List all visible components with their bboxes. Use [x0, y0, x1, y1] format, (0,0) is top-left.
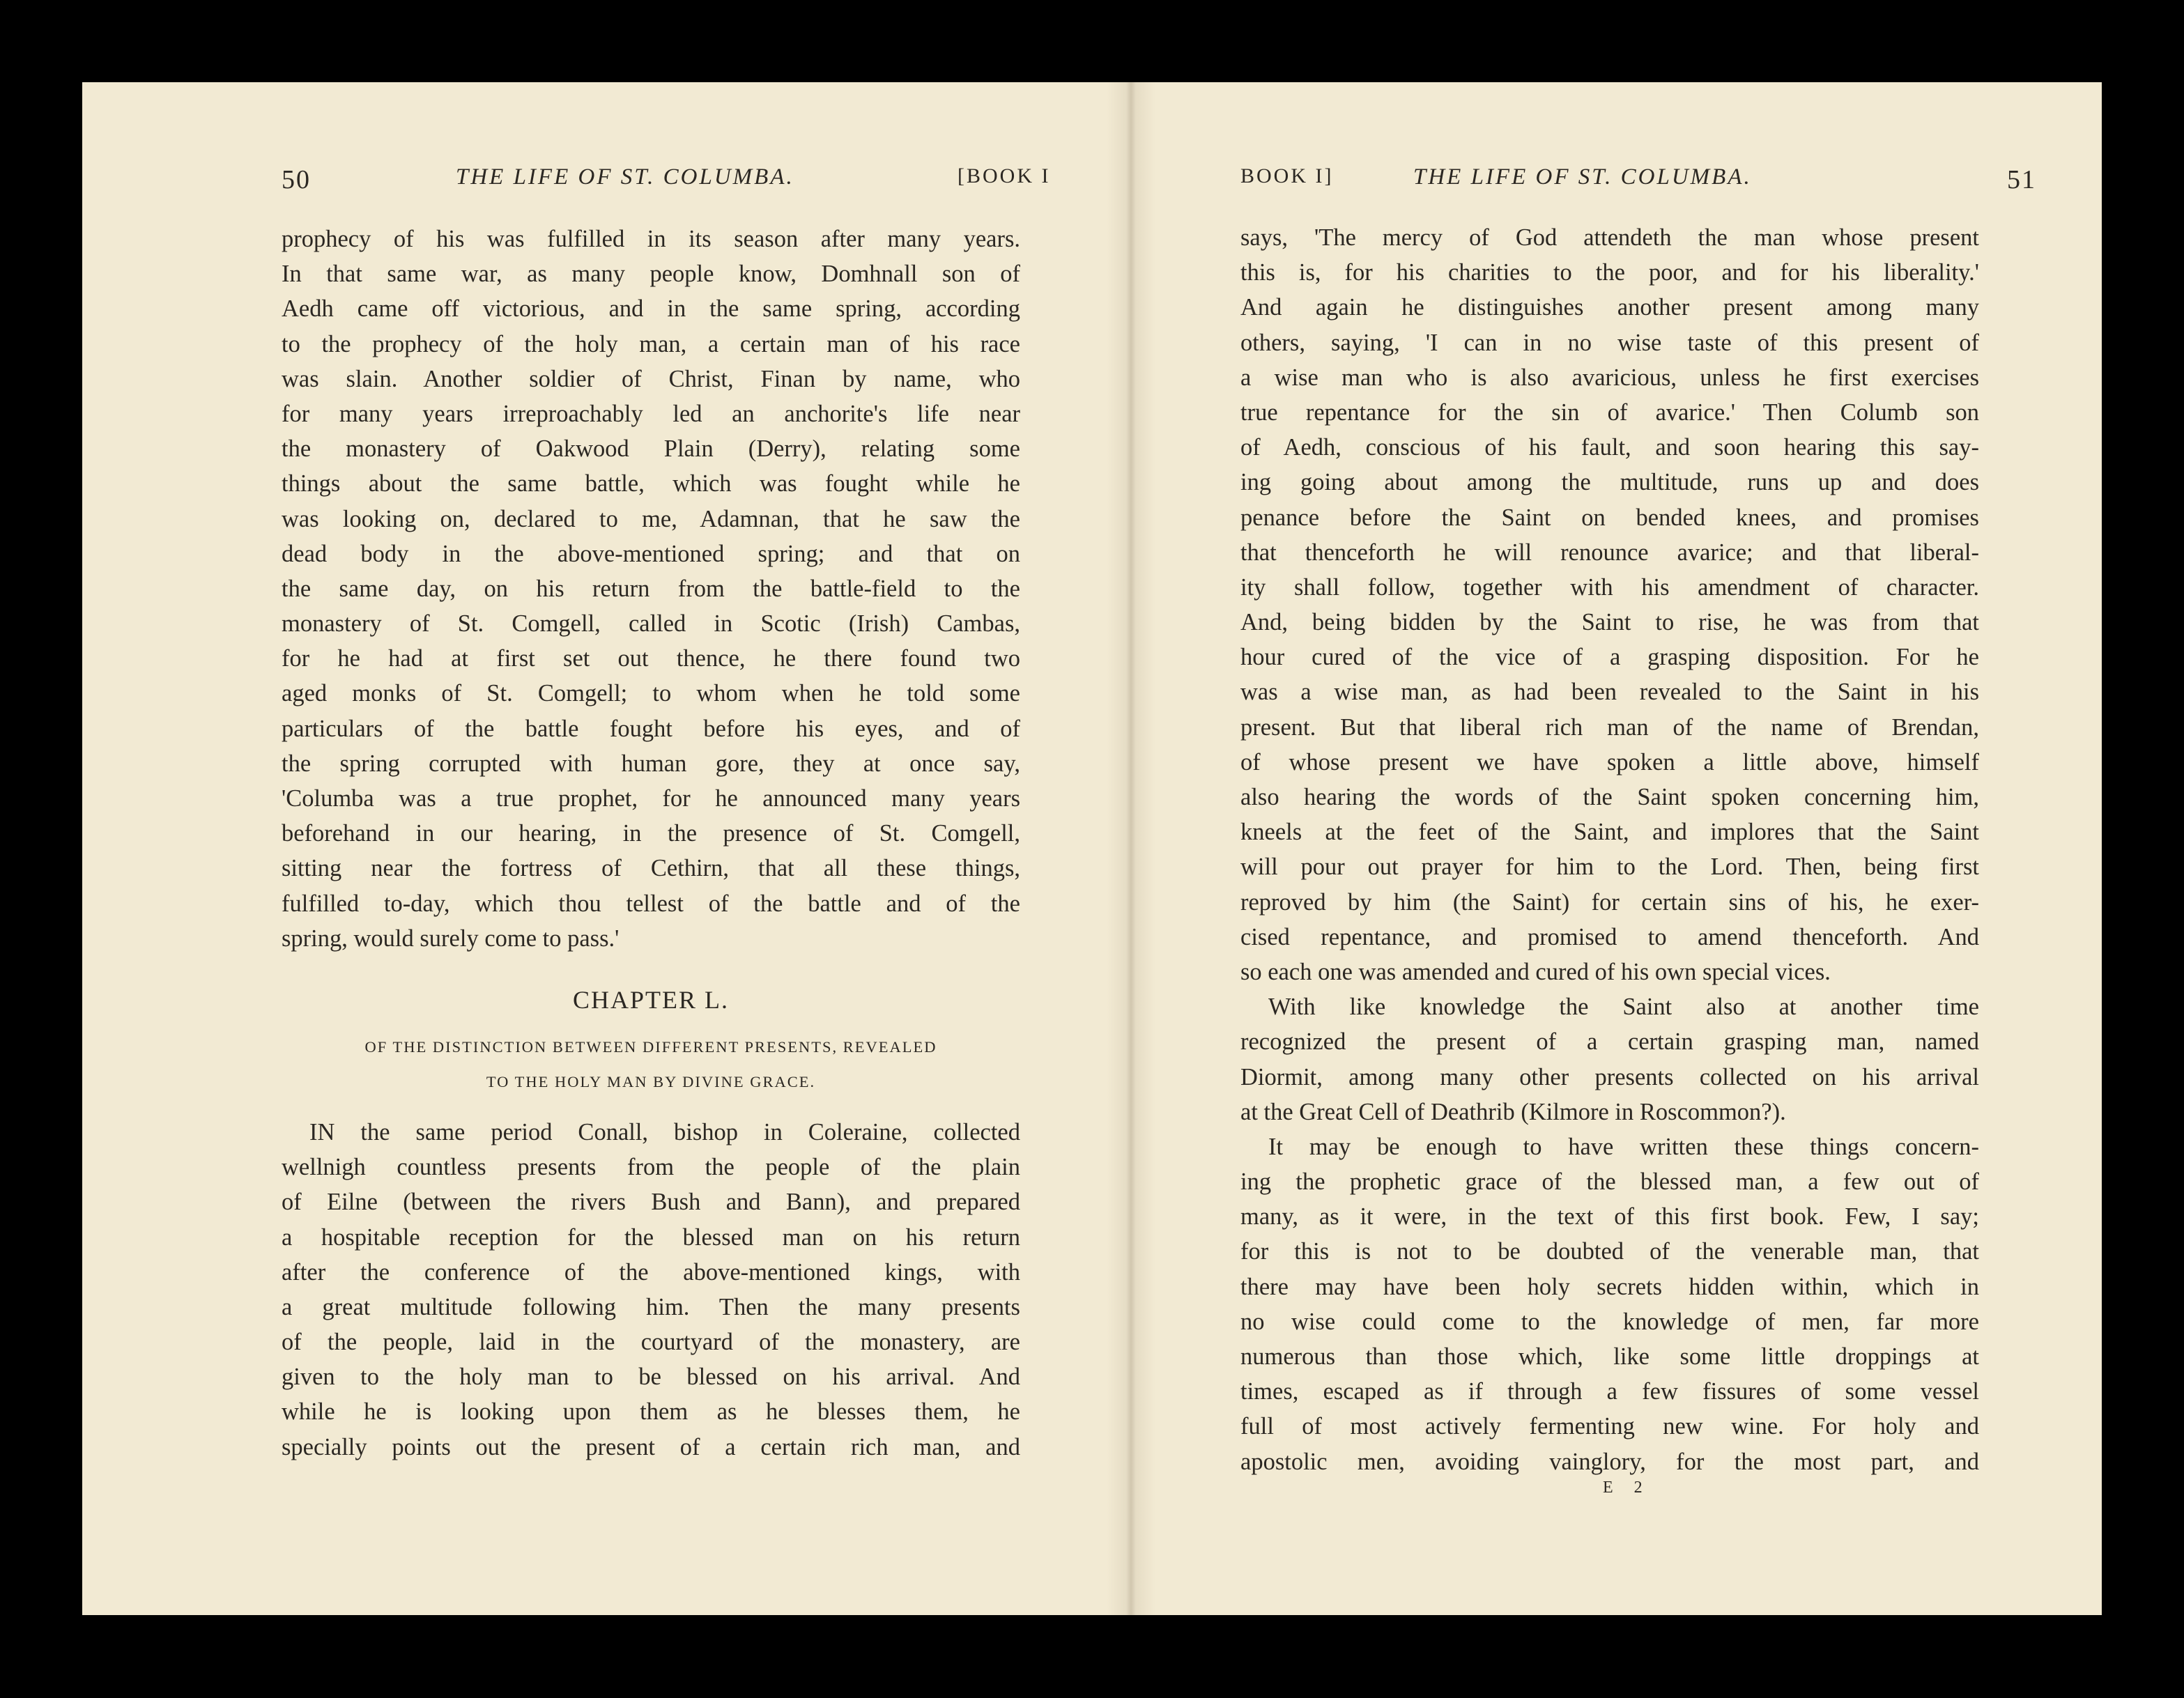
- right-book-marker: BOOK I]: [1240, 164, 1334, 187]
- text-line: ing the prophetic grace of the blessed man, a few out of: [1240, 1168, 1979, 1196]
- text-line: penance before the Saint on bended knees, and promises: [1240, 504, 1979, 531]
- left-book-marker: [BOOK I: [958, 164, 1051, 187]
- right-running-title: THE LIFE OF ST. COLUMBA.: [1413, 164, 1752, 190]
- text-line: ity shall follow, together with his amendment of character.: [1240, 573, 1979, 601]
- text-line: of Eilne (between the rivers Bush and Bann), and prepared: [282, 1189, 1020, 1216]
- text-line: there may have been holy secrets hidden within, which in: [1240, 1273, 1979, 1300]
- text-line: fulfilled to-day, which thou tellest of the battle and of the: [282, 890, 1020, 917]
- text-line: dead body in the above-mentioned spring; and that on: [282, 540, 1020, 567]
- text-line: In that same war, as many people know, Domhnall son of: [282, 261, 1020, 288]
- text-line: cised repentance, and promised to amend thenceforth. And: [1240, 923, 1979, 950]
- text-line: present. But that liberal rich man of the name of Brendan,: [1240, 713, 1979, 741]
- text-line: says, 'The mercy of God attendeth the man whose present: [1240, 224, 1979, 251]
- text-line: wellnigh countless presents from the people of the plain: [282, 1154, 1020, 1181]
- text-line: recognized the present of a certain grasping man, named: [1240, 1028, 1979, 1056]
- text-line: this is, for his charities to the poor, and for his liberality.': [1240, 259, 1979, 286]
- text-line: things about the same battle, which was fought while he: [282, 470, 1020, 497]
- text-line: aged monks of St. Comgell; to whom when he told some: [282, 680, 1020, 707]
- text-line: the monastery of Oakwood Plain (Derry), relating some: [282, 435, 1020, 463]
- chapter-heading: CHAPTER L.: [572, 985, 729, 1014]
- text-line: ing going about among the multitude, runs up and does: [1240, 469, 1979, 496]
- text-line: of the people, laid in the courtyard of the monastery, are: [282, 1329, 1020, 1356]
- text-line: numerous than those which, like some little droppings at: [1240, 1343, 1979, 1370]
- right-page: [1240, 82, 2056, 1615]
- right-paragraph-2: [1240, 989, 1979, 1129]
- signature-mark: E 2: [1603, 1479, 1651, 1497]
- text-line: many, as it were, in the text of this first book. Few, I say;: [1240, 1203, 1979, 1230]
- text-line: also hearing the words of the Saint spoken concerning him,: [1240, 784, 1979, 810]
- right-running-head: [1240, 164, 2056, 206]
- text-line: full of most actively fermenting new wine. For holy and: [1240, 1413, 1979, 1440]
- text-line: It may be enough to have written these things concern-: [1268, 1133, 1979, 1160]
- text-line: of Aedh, conscious of his fault, and soon hearing this say-: [1240, 434, 1979, 461]
- text-line: spring, would surely come to pass.': [282, 925, 620, 952]
- text-line: was a wise man, as had been revealed to the Saint in his: [1240, 679, 1979, 706]
- text-line: apostolic men, avoiding vainglory, for the most part, and: [1240, 1448, 1979, 1475]
- text-line: the same day, on his return from the battle-field to the: [282, 575, 1020, 602]
- text-line: for this is not to be doubted of the venerable man, that: [1240, 1238, 1979, 1265]
- text-line: the spring corrupted with human gore, they at once say,: [282, 750, 1020, 777]
- text-line: no wise could come to the knowledge of men, far more: [1240, 1308, 1979, 1335]
- text-line: particulars of the battle fought before his eyes, and of: [282, 715, 1020, 742]
- left-page-body: [282, 222, 1020, 1465]
- left-running-title: THE LIFE OF ST. COLUMBA.: [456, 164, 794, 190]
- left-running-head: [282, 164, 1098, 206]
- text-line: that thenceforth he will renounce avarice; and that liberal-: [1240, 539, 1979, 566]
- text-line: for many years irreproachably led an anchorite's life near: [282, 400, 1020, 427]
- left-paragraph-2: [282, 1115, 1020, 1465]
- text-line: a great multitude following him. Then the many presents: [282, 1293, 1020, 1320]
- right-page-number: 51: [2007, 165, 2036, 194]
- text-line: Aedh came off victorious, and in the same spring, according: [282, 295, 1020, 323]
- text-line: prophecy of his was fulfilled in its season after many years.: [282, 226, 1020, 252]
- text-line: hour cured of the vice of a grasping disposition. For he: [1240, 644, 1979, 671]
- book-gutter: [1107, 82, 1155, 1615]
- text-line: With like knowledge the Saint also at another time: [1268, 994, 1979, 1021]
- left-page-number: 50: [282, 165, 311, 194]
- text-line: to the prophecy of the holy man, a certain man of his race: [282, 330, 1020, 357]
- text-line: beforehand in our hearing, in the presence of St. Comgell,: [282, 820, 1020, 847]
- right-paragraph-3: [1240, 1129, 1979, 1479]
- text-line: at the Great Cell of Deathrib (Kilmore in Roscommon?).: [1240, 1098, 1786, 1125]
- text-line: kneels at the feet of the Saint, and implores that the Saint: [1240, 819, 1979, 846]
- text-line: true repentance for the sin of avarice.' Then Columb son: [1240, 399, 1979, 426]
- text-line: so each one was amended and cured of his own special vices.: [1240, 958, 1831, 985]
- chapter-subtitle-line: TO THE HOLY MAN BY DIVINE GRACE.: [486, 1072, 816, 1090]
- text-line: a hospitable reception for the blessed man on his return: [282, 1224, 1020, 1251]
- left-paragraph-1: [282, 222, 1020, 956]
- text-line: while he is looking upon them as he blesses them, he: [282, 1398, 1020, 1426]
- right-page-body: [1240, 220, 1979, 1479]
- text-line: And again he distinguishes another present among many: [1240, 294, 1979, 321]
- text-line: others, saying, 'I can in no wise taste of this present of: [1240, 329, 1979, 356]
- right-paragraph-1: [1240, 220, 1979, 989]
- text-line: of whose present we have spoken a little above, himself: [1240, 748, 1979, 775]
- text-line: sitting near the fortress of Cethirn, that all these things,: [282, 855, 1020, 882]
- text-line: Diormit, among many other presents collected on his arrival: [1240, 1063, 1979, 1090]
- text-line: times, escaped as if through a few fissures of some vessel: [1240, 1378, 1979, 1405]
- text-line: And, being bidden by the Saint to rise, he was from that: [1240, 609, 1979, 636]
- text-line: specially points out the present of a certain rich man, and: [282, 1433, 1020, 1460]
- text-line: will pour out prayer for him to the Lord. Then, being first: [1240, 854, 1979, 881]
- text-line: IN the same period Conall, bishop in Coleraine, collected: [309, 1118, 1020, 1145]
- left-page: [282, 82, 1098, 1615]
- book-spread: [82, 82, 2102, 1615]
- text-line: given to the holy man to be blessed on his arrival. And: [282, 1364, 1020, 1391]
- text-line: 'Columba was a true prophet, for he announced many years: [282, 785, 1020, 812]
- text-line: after the conference of the above-mentioned kings, with: [282, 1258, 1020, 1286]
- text-line: reproved by him (the Saint) for certain sins of his, he exer-: [1240, 888, 1979, 916]
- text-line: was slain. Another soldier of Christ, Finan by name, who: [282, 365, 1020, 392]
- text-line: monastery of St. Comgell, called in Scotic (Irish) Cambas,: [282, 610, 1020, 638]
- text-line: a wise man who is also avaricious, unless he first exercises: [1240, 364, 1979, 391]
- chapter-subtitle-line: OF THE DISTINCTION BETWEEN DIFFERENT PRESENTS, REVEALED: [364, 1037, 937, 1056]
- text-line: was looking on, declared to me, Adamnan, that he saw the: [282, 505, 1020, 532]
- text-line: for he had at first set out thence, he there found two: [282, 645, 1020, 672]
